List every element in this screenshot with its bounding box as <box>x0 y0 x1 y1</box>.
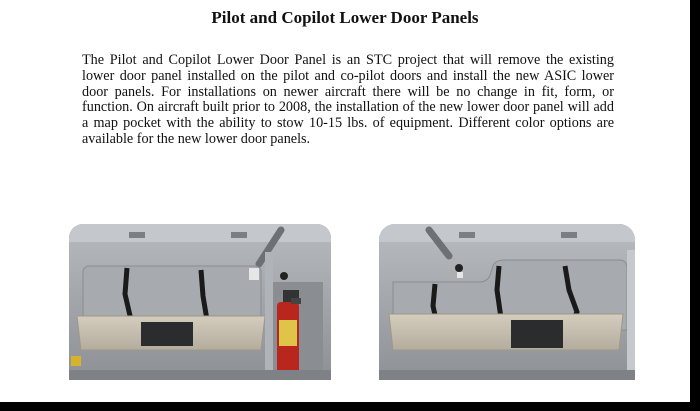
body-paragraph: The Pilot and Copilot Lower Door Panel is an STC project that will remove the existing lower door panel installed on the pilot and co-pilot doors and install the new ASIC lower door panels. For installations on newer aircraft there will be no change in fit, form, or function. On aircraft built prior to 2008, the installation of the new lower door panel will add a map pocket with the ability to stow 10-15 lbs. of equipment. Different color options are available for the new lower door panels. <box>82 52 614 147</box>
photo-copilot-door-panel <box>379 224 635 380</box>
page-title: Pilot and Copilot Lower Door Panels <box>211 8 479 27</box>
copilot-door-panel-image <box>379 224 635 380</box>
pilot-door-panel-image <box>69 224 331 380</box>
photo-pilot-door-panel <box>69 224 331 380</box>
scan-edge-bottom <box>0 402 700 411</box>
scan-edge-right <box>690 0 700 411</box>
